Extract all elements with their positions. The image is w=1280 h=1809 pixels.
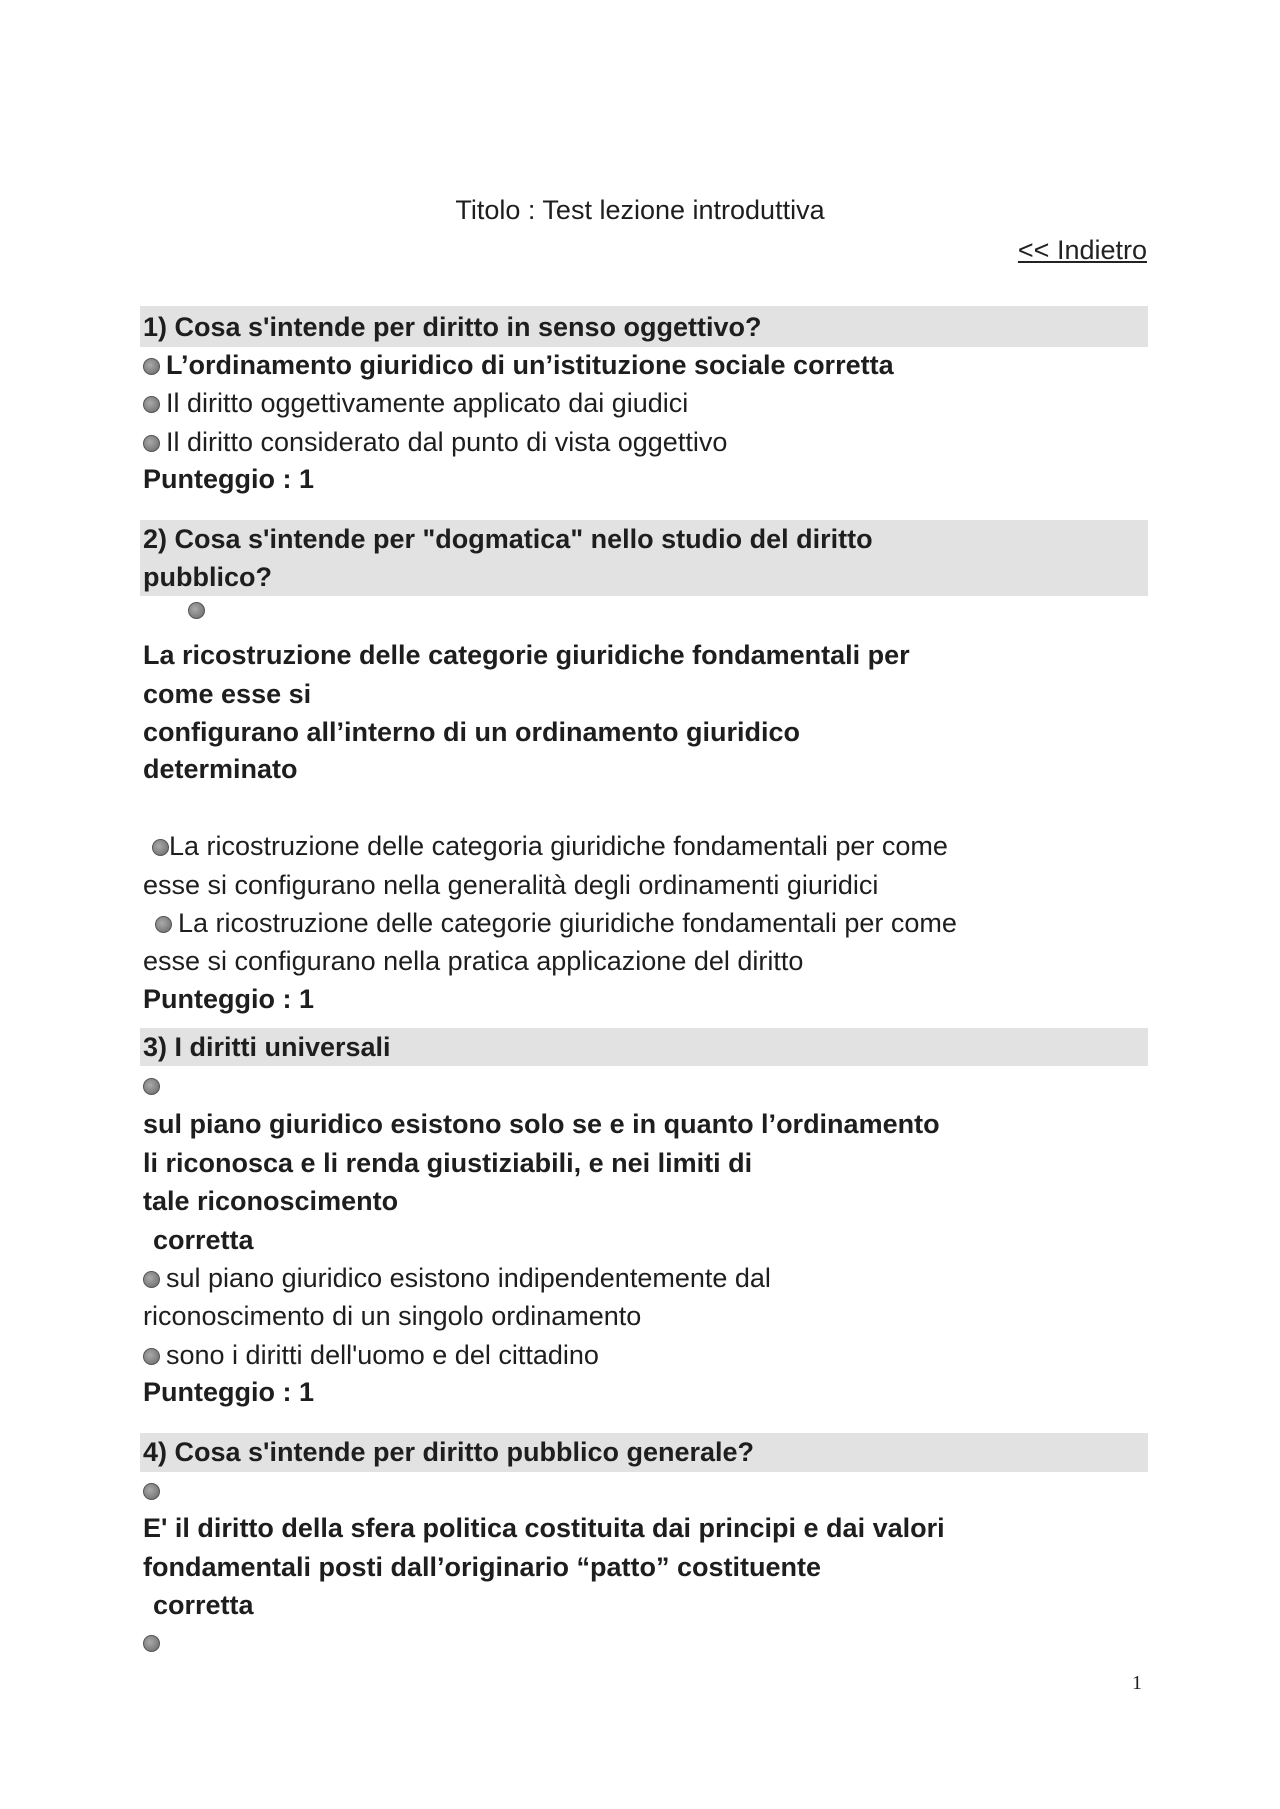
score: Punteggio : 1 <box>143 984 314 1014</box>
option[interactable] <box>143 1336 599 1374</box>
option-correct-line: La ricostruzione delle categorie giuridiche fondamentali per <box>143 640 910 670</box>
option[interactable] <box>152 827 948 865</box>
radio-bullet-icon[interactable] <box>155 916 172 933</box>
option-line: esse si configurano nella generalità degli ordinamenti giuridici <box>143 870 879 900</box>
option-correct-line: determinato <box>143 754 298 784</box>
option-correct-line: fondamentali posti dall’originario “patto” costituente <box>143 1552 822 1582</box>
page-number: 1 <box>1132 1672 1142 1694</box>
option-correct-line: li riconosca e li renda giustiziabili, e nei limiti di <box>143 1148 753 1178</box>
radio-bullet-icon[interactable] <box>152 839 169 856</box>
option[interactable] <box>155 904 957 942</box>
score: Punteggio : 1 <box>143 464 314 494</box>
option-line: esse si configurano nella pratica applicazione del diritto <box>143 946 804 976</box>
option-correct-line: E' il diritto della sfera politica costituita dai principi e dai valori <box>143 1513 945 1543</box>
option-label: sul piano giuridico esistono indipendentemente dal <box>166 1263 771 1293</box>
radio-bullet-icon[interactable] <box>143 1471 166 1509</box>
score: Punteggio : 1 <box>143 1377 314 1407</box>
question-3-title: 3) I diritti universali <box>143 1032 391 1062</box>
radio-bullet-icon[interactable] <box>143 1066 166 1104</box>
question-2-title: 2) Cosa s'intende per "dogmatica" nello studio del diritto <box>143 524 873 554</box>
option-label: La ricostruzione delle categoria giuridiche fondamentali per come <box>169 831 948 861</box>
radio-bullet-icon[interactable] <box>143 435 160 452</box>
back-link[interactable]: << Indietro <box>1017 235 1147 265</box>
option-label: sono i diritti dell'uomo e del cittadino <box>166 1340 599 1370</box>
correct-label: corretta <box>153 1590 254 1620</box>
option-correct-line: configurano all’interno di un ordinamento giuridico <box>143 717 800 747</box>
radio-bullet-icon[interactable] <box>188 590 211 628</box>
option-correct-line: come esse si <box>143 679 312 709</box>
option-label: L’ordinamento giuridico di un’istituzione sociale corretta <box>166 350 894 380</box>
question-2-title-cont: pubblico? <box>143 562 272 592</box>
radio-bullet-icon[interactable] <box>143 396 160 413</box>
option[interactable] <box>143 1259 771 1297</box>
radio-bullet-icon[interactable] <box>143 358 160 375</box>
radio-bullet-icon[interactable] <box>143 1271 160 1288</box>
option-label: La ricostruzione delle categorie giuridiche fondamentali per come <box>178 908 957 938</box>
page-title: Titolo : Test lezione introduttiva <box>455 195 825 225</box>
option-label: Il diritto considerato dal punto di vista oggettivo <box>166 427 728 457</box>
option-correct[interactable] <box>143 346 894 384</box>
option-label: Il diritto oggettivamente applicato dai giudici <box>166 388 689 418</box>
correct-label: corretta <box>153 1225 254 1255</box>
option[interactable] <box>143 384 688 422</box>
radio-bullet-icon[interactable] <box>143 1623 166 1661</box>
question-4-title: 4) Cosa s'intende per diritto pubblico generale? <box>143 1437 755 1467</box>
question-1-title: 1) Cosa s'intende per diritto in senso oggettivo? <box>143 312 762 342</box>
option-correct-line: sul piano giuridico esistono solo se e in quanto l’ordinamento <box>143 1109 940 1139</box>
option-correct-line: tale riconoscimento <box>143 1186 399 1216</box>
option[interactable] <box>143 423 727 461</box>
option-line: riconoscimento di un singolo ordinamento <box>143 1301 642 1331</box>
radio-bullet-icon[interactable] <box>143 1348 160 1365</box>
